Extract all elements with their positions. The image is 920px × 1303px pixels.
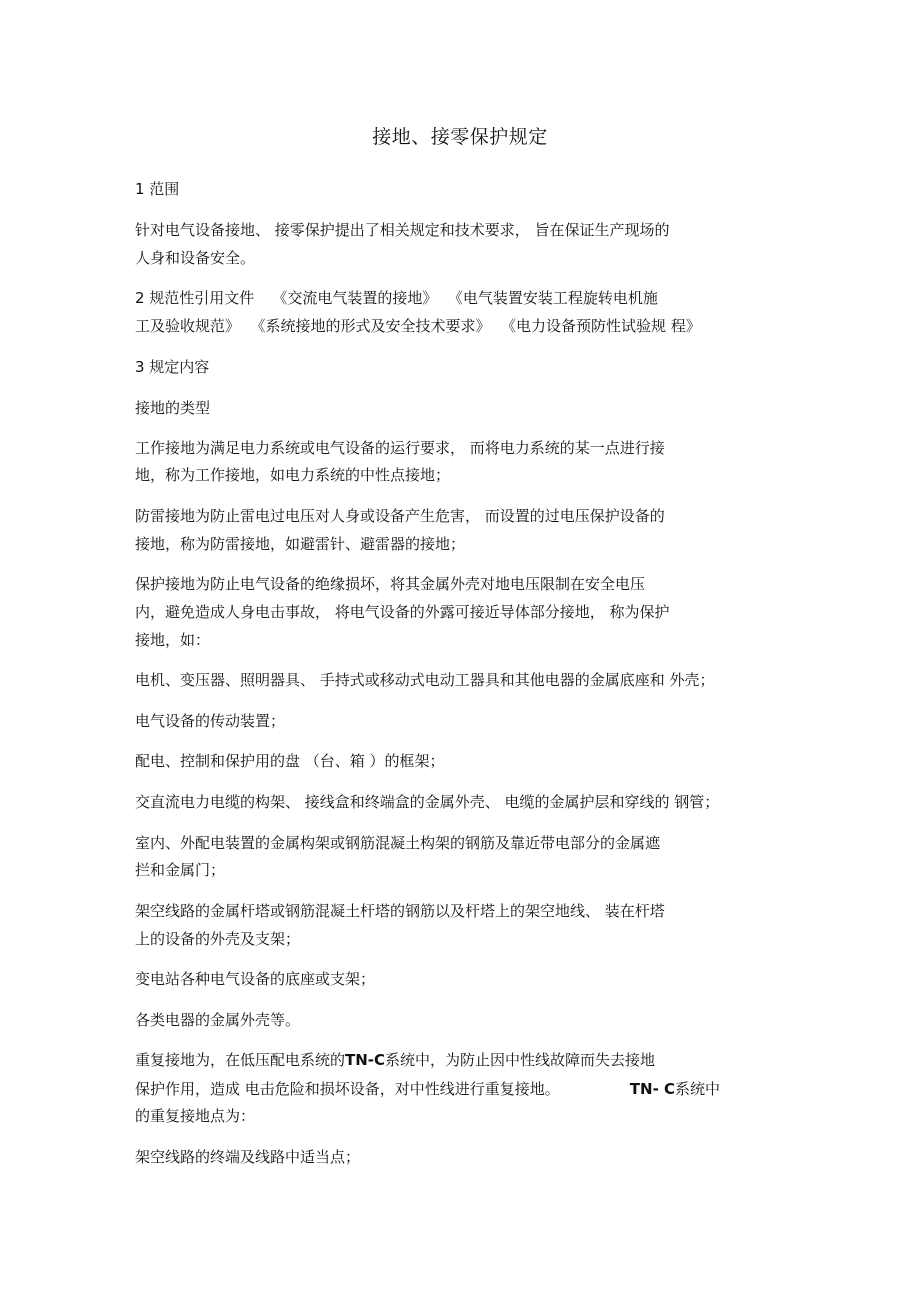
paragraph-line: 防雷接地为防止雷电过电压对人身或设备产生危害， 而设置的过电压保护设备的 — [135, 507, 665, 525]
list-item: 拦和金属门； — [135, 861, 226, 879]
section-heading-content: 3 规定内容 — [135, 358, 210, 376]
repeat-grounding-line-1 — [135, 1048, 655, 1072]
paragraph-line: 工作接地为满足电力系统或电气设备的运行要求， 而将电力系统的某一点进行接 — [135, 439, 665, 457]
paragraph-line: 人身和设备安全。 — [135, 249, 256, 267]
references-line-1 — [135, 286, 658, 310]
reference-title: 《电气装置安装工程旋转电机施 — [455, 289, 658, 307]
paragraph-line: 地，称为工作接地，如电力系统的中性点接地； — [135, 466, 451, 484]
paragraph-text: 重复接地为，在低压配电系统的 — [135, 1051, 346, 1069]
paragraph-line: 保护接地为防止电气设备的绝缘损坏，将其金属外壳对地电压限制在安全电压 — [135, 575, 646, 593]
list-item: 配电、控制和保护用的盘 （台、箱 ）的框架； — [135, 752, 445, 770]
list-item: 电机、变压器、照明器具、 手持式或移动式电动工器具和其他电器的金属底座和 外壳； — [135, 671, 715, 689]
list-item: 变电站各种电气设备的底座或支架； — [135, 970, 376, 988]
list-item: 架空线路的终端及线路中适当点； — [135, 1148, 361, 1166]
system-code: TN- C — [629, 1080, 676, 1098]
system-code: TN-C — [345, 1051, 386, 1069]
paragraph-line: 内，避免造成人身电击事故， 将电气设备的外露可接近导体部分接地， 称为保护 — [135, 603, 670, 621]
paragraph-line: 接地，称为防雷接地，如避雷针、避雷器的接地； — [135, 535, 466, 553]
subheading-grounding-types: 接地的类型 — [135, 399, 211, 417]
list-item: 电气设备的传动装置； — [135, 712, 286, 730]
paragraph-text: 保护作用，造成 电击危险和损坏设备，对中性线进行重复接地。 — [135, 1080, 560, 1098]
list-item: 交直流电力电缆的构架、 接线盒和终端盒的金属外壳、 电缆的金属护层和穿线的 钢管； — [135, 793, 720, 811]
repeat-grounding-line-2 — [135, 1077, 720, 1101]
reference-title: 《交流电气装置的接地》 — [272, 289, 438, 307]
paragraph-line: 接地，如： — [135, 631, 211, 649]
paragraph-line: 的重复接地点为： — [135, 1107, 256, 1125]
list-item: 各类电器的金属外壳等。 — [135, 1011, 301, 1029]
references-heading: 2 规范性引用文件 — [135, 289, 255, 307]
list-item: 上的设备的外壳及支架； — [135, 930, 301, 948]
reference-title: 《系统接地的形式及安全技术要求》 — [258, 317, 491, 335]
paragraph-text: 系统中 — [675, 1080, 721, 1098]
list-item: 架空线路的金属杆塔或钢筋混凝土杆塔的钢筋以及杆塔上的架空地线、 装在杆塔 — [135, 902, 665, 920]
paragraph-line: 针对电气设备接地、 接零保护提出了相关规定和技术要求， 旨在保证生产现场的 — [135, 221, 670, 239]
section-heading-scope: 1 范围 — [135, 180, 180, 198]
reference-title: 《电力设备预防性试验规 程》 — [508, 317, 701, 335]
paragraph-text: 系统中，为防止因中性线故障而失去接地 — [385, 1051, 656, 1069]
list-item: 室内、外配电装置的金属构架或钢筋混凝土构架的钢筋及靠近带电部分的金属遮 — [135, 834, 661, 852]
references-line-2 — [135, 314, 701, 338]
document-title: 接地、接零保护规定 — [372, 126, 548, 148]
reference-title: 工及验收规范》 — [135, 317, 241, 335]
